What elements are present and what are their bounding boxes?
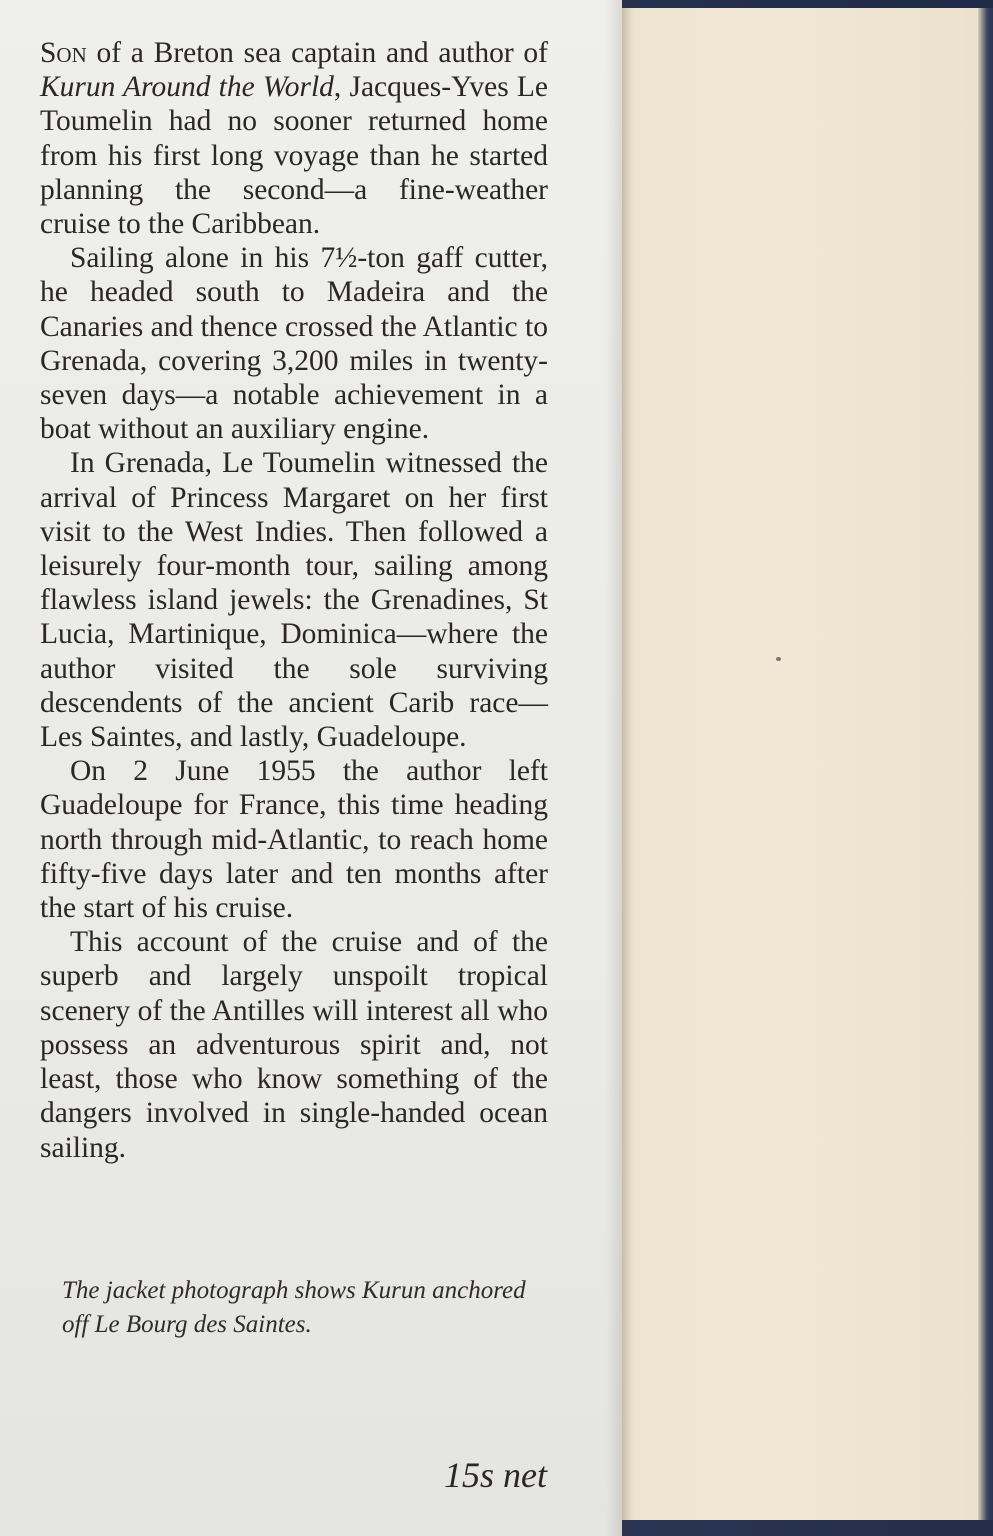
p1-text-a: of a Breton sea captain and author of (86, 37, 548, 69)
price-label: 15s net (444, 1455, 547, 1495)
blurb-paragraph-2: Sailing alone in his 7½-ton gaff cutter, he headed south to Madeira and the Canaries and thence crossed the Atlantic to Grenada, covering 3,200 miles in twenty-seven days—a notable achievement in a boat without an auxiliary engine. (40, 242, 548, 446)
paper-speck (776, 657, 781, 661)
flap-fold-shadow (606, 0, 622, 1536)
blurb-paragraph-4: On 2 June 1955 the author left Guadeloupe for France, this time heading north through mid-Atlantic, to reach home fifty-five days later and ten months after the start of his cruise. (40, 755, 548, 925)
blurb-text (40, 36, 548, 1165)
p1-text-b: , Jacques-Yves Le Toumelin had no sooner returned home from his first long voyage than he started planning the second—a fine-weather cruise to the Caribbean. (40, 71, 548, 241)
photo-caption: The jacket photograph shows Kurun anchored off Le Bourg des Saintes. (62, 1277, 526, 1338)
blurb-paragraph-1 (40, 36, 548, 241)
book-edge (978, 8, 993, 1520)
blurb-paragraph-3: In Grenada, Le Toumelin witnessed the arrival of Princess Margaret on her first visit to the West Indies. Then followed a leisurely four-month tour, sailing among flawless island jewels: the Grenadines, St Lucia, Martinique, Dominica—where the author visited the sole surviving descendents of the ancient Carib race—Les Saintes, and lastly, Guadeloupe. (40, 447, 548, 754)
opening-word: Son (40, 37, 87, 69)
endpaper-page (600, 8, 980, 1520)
book-title-reference: Kurun Around the World (40, 71, 334, 104)
blurb-paragraph-5: This account of the cruise and of the superb and largely unspoilt tropical scenery of the Antilles will interest all who possess an adventurous spirit and, not least, those who know something of the dangers involved in single-handed ocean sailing. (40, 926, 548, 1164)
